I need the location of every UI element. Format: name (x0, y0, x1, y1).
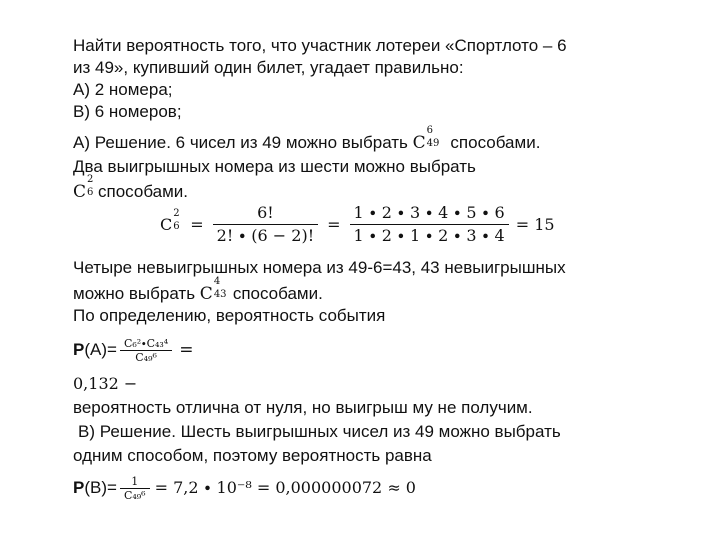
problem-line-2: из 49», купивший один билет, угадает правильно: (73, 58, 464, 77)
c43-sub: 43 (213, 289, 227, 300)
formula-fraction-2 (350, 202, 509, 247)
p-arg-b: (B)= (84, 478, 117, 497)
p-b-num: 1 (131, 474, 139, 488)
p-b-den: C₄₉⁶ (123, 488, 146, 502)
conclusion-line: вероятность отлична от нуля, но выигрыш му не получим. (73, 398, 533, 417)
formula-frac1-den: 2! ∙ (6 − 2)! (216, 226, 315, 245)
two-winning-line: Два выигрышных номера из шести можно выбрать (73, 157, 476, 176)
four-losing-line-1: Четыре невыигрышных номера из 49-6=43, 43 невыигрышных (73, 258, 566, 277)
formula-frac2-den: 1 ∙ 2 ∙ 1 ∙ 2 ∙ 3 ∙ 4 (353, 226, 505, 245)
probability-b-line (73, 468, 416, 508)
c43-symbol: C 4 43 (199, 276, 227, 304)
definition-line: По определению, вероятность события (73, 306, 386, 325)
solution-b-intro-2: одним способом, поэтому вероятность равна (73, 446, 432, 465)
solution-b-intro-1: В) Решение. Шесть выигрышных чисел из 49 можно выбрать (78, 422, 561, 441)
p-b-result: = 7,2 ∙ 10⁻⁸ = 0,000000072 ≈ 0 (154, 478, 416, 497)
c6-sup: 2 (87, 174, 94, 185)
combination-formula: C 2 6 = $\frac{6!}{2! \cdot (6 - 2)!}$ = $\frac{1 \cdot 2 \cdot 3 \cdot 4 \cdot 5 \cdot 6}{1 \cdot 2 \cdot 1 \cdot 2 \cdot 3 \cdot 4}$ = 15 (160, 203, 555, 245)
p-label-a: P (73, 340, 85, 359)
c49-sub: 49 (426, 138, 440, 149)
case-a: А) 2 номера; (73, 80, 173, 99)
solution-a-intro-text: А) Решение. 6 чисел из 49 можно выбрать (73, 133, 408, 152)
solution-a-intro (73, 125, 541, 153)
c-letter: C (412, 133, 426, 153)
formula-eq-1: = (190, 214, 204, 234)
c49-sup: 6 (426, 125, 434, 136)
formula-frac2-num: 1 ∙ 2 ∙ 3 ∙ 4 ∙ 5 ∙ 6 (353, 203, 505, 222)
four-losing-line-2 (73, 276, 323, 304)
problem-line-1: Найти вероятность того, что участник лотереи «Спортлото – 6 (73, 36, 567, 55)
formula-lhs-sup: 2 (173, 207, 180, 219)
formula-frac1-num: 6! (257, 203, 274, 222)
four-losing-tail: способами. (232, 284, 323, 303)
p-arg-a: (A)= (84, 340, 117, 359)
c6-symbol: C 2 6 (73, 174, 94, 202)
p-a-eq: = (179, 340, 194, 360)
formula-result: = 15 (515, 214, 555, 234)
c43-sup: 4 (213, 276, 221, 287)
formula-fraction-1 (213, 202, 318, 247)
probability-a-line (73, 330, 193, 370)
c49-symbol (412, 125, 446, 153)
c6-sub: 6 (87, 187, 94, 198)
c6-tail: способами. (98, 182, 189, 201)
case-b: В) 6 номеров; (73, 102, 182, 121)
p-a-num: C₆²∙C₄₃⁴ (123, 336, 169, 350)
four-losing-text: можно выбрать (73, 284, 196, 303)
solution-a-intro-tail: способами. (450, 133, 541, 152)
p-a-den: C₄₉⁶ (135, 350, 157, 364)
c6-line (73, 174, 189, 202)
probability-a-fraction (120, 337, 172, 364)
formula-eq-2: = (327, 214, 341, 234)
probability-b-fraction (120, 475, 150, 502)
p-label-b: P (73, 478, 85, 497)
probability-a-value: 0,132 − (73, 374, 138, 393)
formula-lhs-sub: 6 (173, 220, 180, 232)
